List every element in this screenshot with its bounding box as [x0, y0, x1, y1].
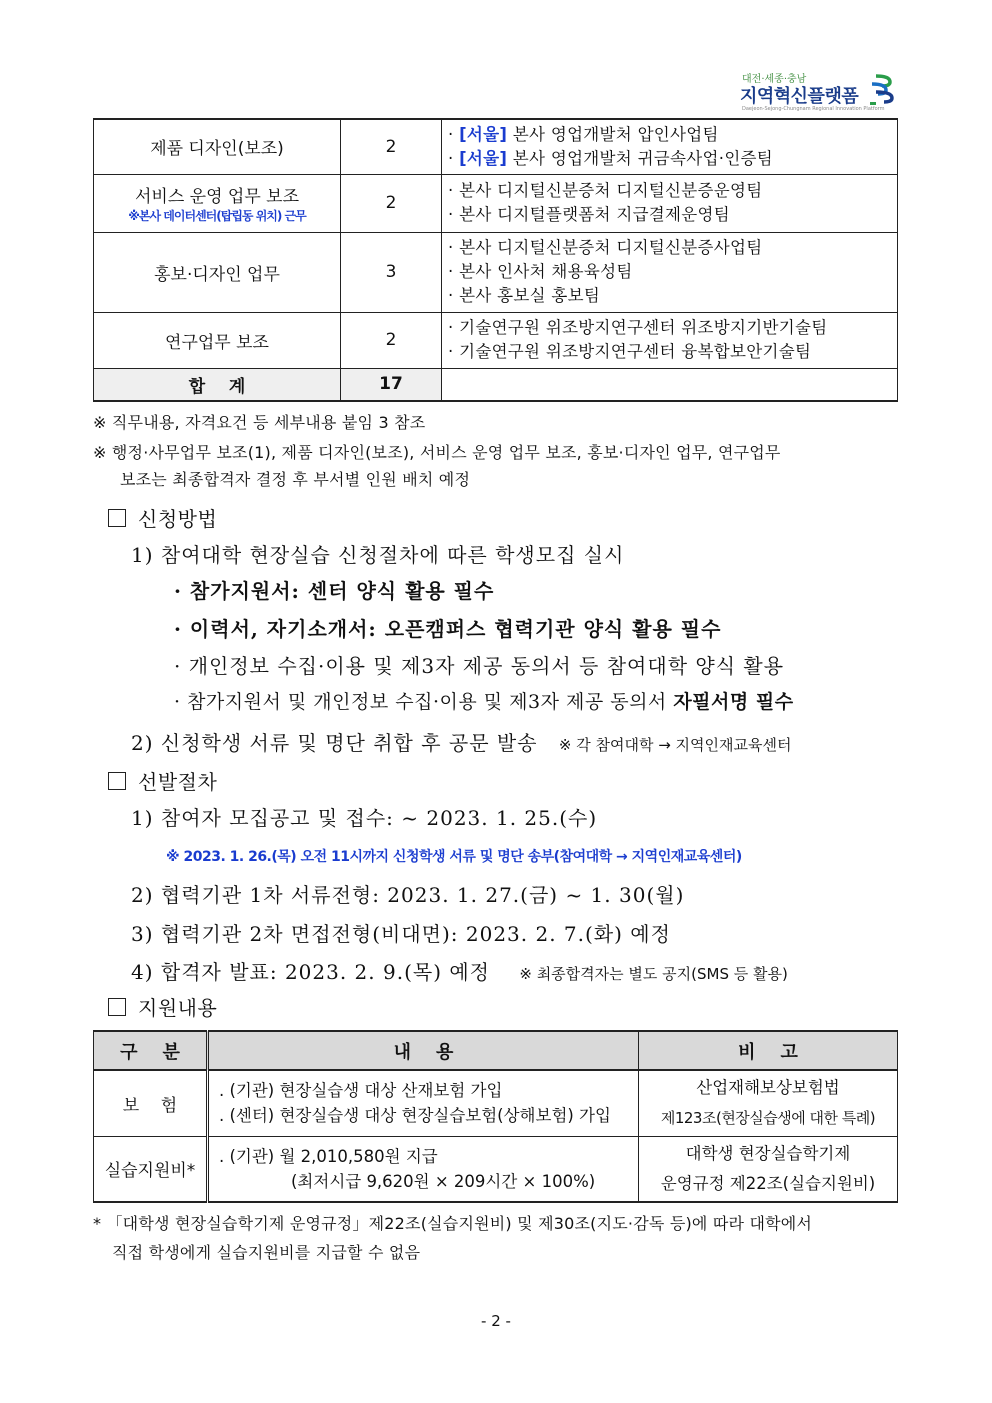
- dept-text: 본사 디지털신분증처 디지털신분증사업팀: [459, 238, 763, 257]
- dept-tag: [서울]: [459, 148, 508, 168]
- position-count: 2: [341, 312, 442, 368]
- table-row: [94, 312, 898, 368]
- row-category: 보 험: [94, 1070, 208, 1136]
- dept-text: 본사 홍보실 홍보팀: [459, 286, 601, 305]
- footnote-line-2: 직접 학생에게 실습지원비를 지급할 수 없음: [112, 1243, 421, 1262]
- table-row: [94, 1136, 898, 1202]
- section-selection: [108, 766, 217, 795]
- apply-step-1: 1) 참여대학 현장실습 신청절차에 따른 학생모집 실시: [131, 543, 625, 567]
- select-step-4: [131, 956, 788, 985]
- header-category: 구 분: [94, 1031, 208, 1070]
- dept-text: 기술연구원 위조방지연구센터 융복합보안기술팀: [459, 342, 812, 361]
- total-label: 합 계: [94, 368, 341, 401]
- section-apply: [108, 503, 217, 532]
- position-count: 2: [341, 174, 442, 232]
- select-step-1-note: ※ 2023. 1. 26.(목) 오전 11시까지 신청학생 서류 및 명단 송부(참여대학 → 지역인재교육센터): [166, 849, 742, 865]
- logo-mark-icon: [868, 74, 898, 108]
- remark-line: 대학생 현장실습학기제: [685, 1143, 851, 1163]
- dept-text: 본사 디지털플랫폼처 지급결제운영팀: [459, 205, 731, 224]
- note-assignment: ※ 행정·사무업무 보조(1), 제품 디자인(보조), 서비스 운영 업무 보조, 홍보·디자인 업무, 연구업무: [93, 443, 781, 462]
- select-step-4-text: 4) 합격자 발표: 2023. 2. 9.(목) 예정: [131, 960, 490, 984]
- position-name-cell: [94, 174, 341, 232]
- logo-subtitle: 대전·세종·충남: [742, 74, 807, 85]
- section-title: 선발절차: [138, 770, 218, 794]
- dept-text: 본사 영업개발처 압인사업팀: [507, 124, 719, 144]
- position-depts: · 본사 디지털신분증처 디지털신분증운영팀 · 본사 디지털플랫폼처 지급결제운영팀: [442, 174, 898, 232]
- total-row: [94, 368, 898, 401]
- apply-bullet-1: · 참가지원서: 센터 양식 활용 필수: [174, 579, 495, 603]
- support-table: [93, 1030, 898, 1203]
- apply-bullet-4: [174, 687, 794, 714]
- table-row: [94, 119, 898, 174]
- platform-logo: [738, 70, 898, 116]
- position-count: 3: [341, 232, 442, 312]
- select-step-1: 1) 참여자 모집공고 및 접수: ~ 2023. 1. 25.(수): [131, 806, 598, 830]
- note-assignment-cont: 보조는 최종합격자 결정 후 부서별 인원 배치 예정: [120, 470, 471, 489]
- position-location-note: ※본사 데이터센터(탑립동 위치) 근무: [128, 209, 306, 223]
- row-remark: [639, 1070, 898, 1136]
- header-remark: 비 고: [639, 1031, 898, 1070]
- checkbox-square-icon: [108, 772, 126, 790]
- select-step-2: 2) 협력기관 1차 서류전형: 2023. 1. 27.(금) ~ 1. 30(월): [131, 883, 685, 907]
- dept-text: 본사 인사처 채용육성팀: [459, 262, 633, 281]
- checkbox-square-icon: [108, 998, 126, 1016]
- header-content: 내 용: [208, 1031, 639, 1070]
- dept-text: 본사 디지털신분증처 디지털신분증운영팀: [459, 181, 763, 200]
- row-content: [208, 1070, 639, 1136]
- table-row: [94, 174, 898, 232]
- remark-line: 산업재해보상보험법: [696, 1078, 840, 1098]
- total-value: 17: [341, 368, 442, 401]
- apply-bullet-4-bold: 자필서명 필수: [673, 691, 794, 713]
- row-content: [208, 1136, 639, 1202]
- remark-line: 운영규정 제22조(실습지원비): [660, 1173, 876, 1193]
- position-depts: · [서울] 본사 영업개발처 압인사업팀 · [서울] 본사 영업개발처 귀금속사업·인증팀: [442, 119, 898, 174]
- position-name: 홍보·디자인 업무: [94, 232, 341, 312]
- logo-title: 지역혁신플랫폼: [740, 86, 859, 107]
- position-name: 제품 디자인(보조): [94, 119, 341, 174]
- section-title: 지원내용: [138, 996, 218, 1020]
- position-name: 연구업무 보조: [94, 312, 341, 368]
- position-name: 서비스 운영 업무 보조: [134, 187, 299, 207]
- table-header-row: [94, 1031, 898, 1070]
- position-depts: · 본사 디지털신분증처 디지털신분증사업팀 · 본사 인사처 채용육성팀 · 본사 홍보실 홍보팀: [442, 232, 898, 312]
- apply-bullet-3: · 개인정보 수집·이용 및 제3자 제공 동의서 등 참여대학 양식 활용: [174, 654, 785, 678]
- position-depts: · 기술연구원 위조방지연구센터 위조방지기반기술팀 · 기술연구원 위조방지연구센터 융복합보안기술팀: [442, 312, 898, 368]
- dept-text: 기술연구원 위조방지연구센터 위조방지기반기술팀: [459, 318, 828, 337]
- section-title: 신청방법: [138, 507, 218, 531]
- apply-step-2-text: 2) 신청학생 서류 및 명단 취합 후 공문 발송: [131, 731, 538, 755]
- content-line: . (기관) 월 2,010,580원 지급: [219, 1146, 438, 1166]
- logo-english: Daejeon-Sejong-Chungnam Regional Innovation Platform: [742, 106, 885, 112]
- position-count: 2: [341, 119, 442, 174]
- row-remark: [639, 1136, 898, 1202]
- content-line: (최저시급 9,620원 × 209시간 × 100%): [291, 1171, 596, 1191]
- position-table: [93, 118, 898, 402]
- apply-bullet-4-text: · 참가지원서 및 개인정보 수집·이용 및 제3자 제공 동의서: [174, 691, 674, 713]
- select-step-3: 3) 협력기관 2차 면접전형(비대면): 2023. 2. 7.(화) 예정: [131, 922, 671, 946]
- note-detail-ref: ※ 직무내용, 자격요건 등 세부내용 붙임 3 참조: [93, 413, 426, 432]
- dept-text: 본사 영업개발처 귀금속사업·인증팀: [507, 148, 774, 168]
- section-support: [108, 992, 217, 1021]
- content-line: . (기관) 현장실습생 대상 산재보험 가입: [219, 1081, 503, 1101]
- page-number: - 2 -: [481, 1312, 511, 1330]
- select-step-4-note: ※ 최종합격자는 별도 공지(SMS 등 활용): [519, 965, 788, 983]
- table-row: [94, 232, 898, 312]
- remark-line: 제123조(현장실습생에 대한 특례): [660, 1109, 876, 1128]
- apply-bullet-2: · 이력서, 자기소개서: 오픈캠퍼스 협력기관 양식 활용 필수: [174, 617, 722, 641]
- content-line: . (센터) 현장실습생 대상 현장실습보험(상해보험) 가입: [219, 1106, 611, 1126]
- table-row: [94, 1070, 898, 1136]
- checkbox-square-icon: [108, 509, 126, 527]
- total-empty: [442, 368, 898, 401]
- apply-step-2: [131, 727, 791, 756]
- dept-tag: [서울]: [459, 124, 508, 144]
- row-category: 실습지원비*: [94, 1136, 208, 1202]
- footnote-line-1: * 「대학생 현장실습학기제 운영규정」제22조(실습지원비) 및 제30조(지도·감독 등)에 따라 대학에서: [93, 1214, 813, 1233]
- apply-step-2-note: ※ 각 참여대학 → 지역인재교육센터: [558, 736, 792, 754]
